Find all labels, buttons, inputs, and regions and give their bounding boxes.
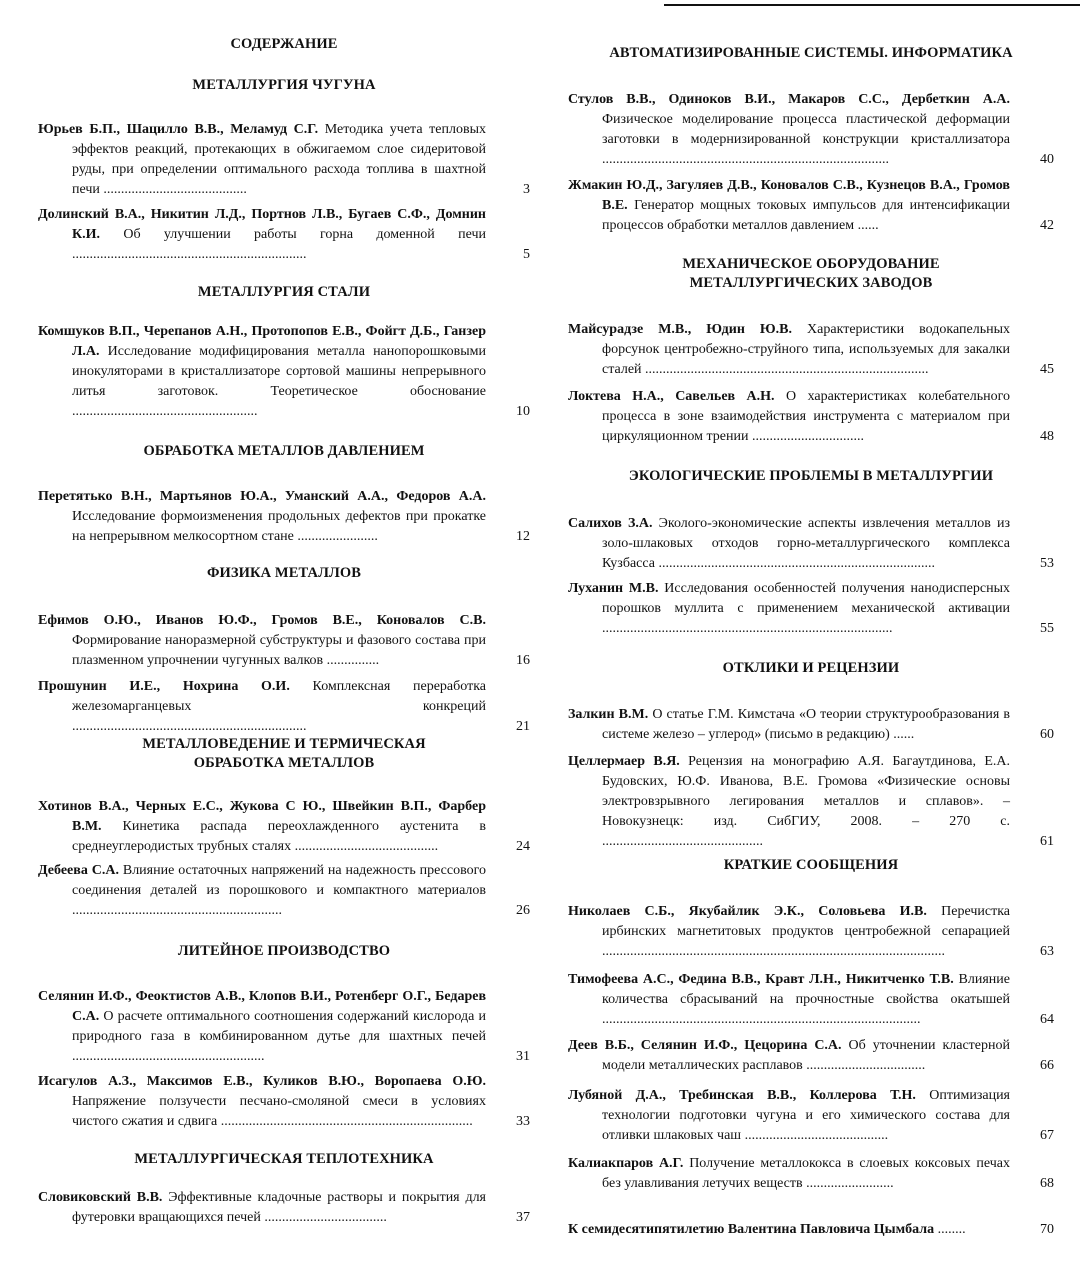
section-heading-line: ОБРАБОТКА МЕТАЛЛОВ <box>193 755 375 771</box>
entry-authors: Стулов В.В., Одиноков В.И., Макаров С.С., Дербеткин А.А. <box>568 92 1010 107</box>
entry-leader-dots: ......................................... <box>103 182 247 197</box>
heading-metallurgy-iron <box>38 76 530 95</box>
toc-entry <box>568 90 1054 170</box>
entry-authors: Ефимов О.Ю., Иванов Ю.Ф., Громов В.Е., Коновалов С.В. <box>38 613 486 628</box>
toc-entry <box>38 987 530 1067</box>
entry-authors: Деев В.Б., Селянин И.Ф., Цецорина С.А. <box>568 1038 842 1053</box>
entry-authors: Луханин М.В. <box>568 581 659 596</box>
heading-automation <box>568 44 1054 63</box>
section-heading-line: ОТКЛИКИ И РЕЦЕНЗИИ <box>722 660 900 676</box>
toc-entry <box>38 797 530 857</box>
entry-authors: Лубяной Д.А., Требинская В.В., Коллерова Т.Н. <box>568 1088 916 1103</box>
entry-page-number: 70 <box>1040 1222 1054 1237</box>
toc-entry <box>568 514 1054 574</box>
section-heading-line: ФИЗИКА МЕТАЛЛОВ <box>206 565 362 581</box>
entry-title: Влияние остаточных напряжений на надежность прессового соединения деталей из порошкового и компактного материалов <box>72 863 487 898</box>
entry-leader-dots: ................................................................... <box>72 719 307 734</box>
entry-title: Об улучшении работы горна доменной печи <box>100 227 486 242</box>
section-heading-line: КРАТКИЕ СООБЩЕНИЯ <box>723 857 899 873</box>
entry-page-number: 42 <box>1040 218 1054 233</box>
entry-leader-dots: ....................................................... <box>72 1049 265 1064</box>
entry-authors: Комшуков В.П., Черепанов А.Н., Протопопов Е.В., Фойгт Д.Б., Ганзер Л.А. <box>38 324 486 359</box>
toc-entry <box>568 1036 1054 1076</box>
entry-authors: Николаев С.Б., Якубайлик Э.К., Соловьева И.В. <box>568 904 927 919</box>
toc-entry <box>568 387 1054 447</box>
entry-title: Формирование наноразмерной субструктуры и фазового состава при плазменном упрочнении чугунных валков <box>72 633 486 668</box>
entry-authors: Калиакпаров А.Г. <box>568 1156 684 1171</box>
entry-leader-dots: ............... <box>326 653 380 668</box>
entry-title: Кинетика распада переохлажденного аустенита в среднеуглеродистых трубных сталях <box>72 819 486 854</box>
toc-entry <box>568 705 1054 745</box>
entry-title: Рецензия на монографию А.Я. Багаутдинова, Е.А. Будовских, Ю.Ф. Иванова, В.Е. Громова «Физические основы электровзрывного легирования металлов и сплавов». – Новокузнецк: изд. СибГИУ, 2008. – 270 с. <box>602 754 1010 829</box>
toc-entry <box>568 970 1054 1030</box>
entry-title: Исследования особенностей получения нанодисперсных порошков муллита с применением механической активации <box>602 581 1010 616</box>
heading-reviews <box>568 659 1054 678</box>
entry-title: О статье Г.М. Кимстача «О теории структурообразования в системе железо – углерод» (письмо в редакцию) <box>602 707 1010 742</box>
section-heading-line: ЭКОЛОГИЧЕСКИЕ ПРОБЛЕМЫ В МЕТАЛЛУРГИИ <box>628 468 994 484</box>
entry-authors: Хотинов В.А., Черных Е.С., Жукова С Ю., Швейкин В.П., Фарбер В.М. <box>38 799 486 834</box>
entry-page-number: 68 <box>1040 1176 1054 1191</box>
heading-short-reports <box>568 856 1054 875</box>
entry-title: Исследование формоизменения продольных дефектов при прокатке на непрерывном мелкосортном стане <box>72 509 486 544</box>
entry-page-number: 24 <box>516 839 530 854</box>
entry-page-number: 3 <box>523 182 530 197</box>
entry-leader-dots: ................................................................................. <box>645 362 929 377</box>
heading-physics-metals <box>38 564 530 583</box>
entry-authors: Салихов З.А. <box>568 516 653 531</box>
entry-leader-dots: ............................................................................... <box>658 556 935 571</box>
entry-title: Характеристики водокапельных форсунок центробежно-струйного типа, используемых для закалки сталей <box>602 322 1010 377</box>
heading-metallography <box>38 735 530 773</box>
entry-leader-dots: ...... <box>857 218 879 233</box>
entry-authors: Дебеева С.А. <box>38 863 119 878</box>
toc-entry <box>568 752 1054 852</box>
entry-leader-dots: ......................................... <box>744 1128 889 1143</box>
toc-entry <box>38 1188 530 1228</box>
section-heading-line: МЕТАЛЛУРГИЯ ЧУГУНА <box>192 77 376 93</box>
entry-leader-dots: ................................ <box>751 429 864 444</box>
entry-title: Эколого-экономические аспекты извлечения металлов из золо-шлаковых отходов горно-металлургического комплекса Кузбасса <box>602 516 1010 571</box>
entry-authors: Локтева Н.А., Савельев А.Н. <box>568 389 775 404</box>
section-heading-line: МЕТАЛЛУРГИЧЕСКАЯ ТЕПЛОТЕХНИКА <box>134 1151 434 1167</box>
toc-entry <box>38 205 530 265</box>
entry-leader-dots: ................................... <box>264 1210 387 1225</box>
entry-authors: Целлермаер В.Я. <box>568 754 680 769</box>
entry-leader-dots: ....................... <box>297 529 378 544</box>
toc-entry <box>38 322 530 422</box>
entry-page-number: 26 <box>516 903 530 918</box>
section-heading-line: МЕТАЛЛУРГИЧЕСКИХ ЗАВОДОВ <box>689 275 933 291</box>
entry-page-number: 5 <box>523 247 530 262</box>
entry-page-number: 12 <box>516 529 530 544</box>
entry-authors: К семидесятипятилетию Валентина Павловича Цымбала <box>568 1222 935 1237</box>
entry-page-number: 61 <box>1040 834 1054 849</box>
entry-page-number: 48 <box>1040 429 1054 444</box>
section-heading-line: АВТОМАТИЗИРОВАННЫЕ СИСТЕМЫ. ИНФОРМАТИКА <box>609 45 1013 61</box>
entry-title: Генератор мощных токовых импульсов для интенсификации процессов обработки металлов давлением <box>602 198 1010 233</box>
entry-leader-dots: ......................... <box>806 1176 894 1191</box>
toc-entry <box>38 1072 530 1132</box>
entry-authors: Перетятько В.Н., Мартьянов Ю.А., Уманский А.А., Федоров А.А. <box>38 489 486 504</box>
entry-leader-dots: .............................................. <box>602 834 763 849</box>
entry-authors: Юрьев Б.П., Шацилло В.В., Меламуд С.Г. <box>38 122 319 137</box>
entry-page-number: 33 <box>516 1114 530 1129</box>
entry-title: Методика учета тепловых эффектов реакций, протекающих в обжигаемом слое сидеритовой руды, при определении оптимального расхода топлива в шахтной печи <box>72 122 486 197</box>
entry-leader-dots: ..................................................... <box>72 404 258 419</box>
entry-authors: Словиковский В.В. <box>38 1190 163 1205</box>
toc-entry <box>568 176 1054 236</box>
heading-metal-forming <box>38 442 530 461</box>
section-heading-line: ОБРАБОТКА МЕТАЛЛОВ ДАВЛЕНИЕМ <box>143 443 425 459</box>
section-heading-line: МЕТАЛЛОВЕДЕНИЕ И ТЕРМИЧЕСКАЯ <box>142 736 426 752</box>
entry-title: О характеристиках колебательного процесса в зоне взаимодействия инструмента с материалом при циркуляционном трении <box>602 389 1010 444</box>
entry-leader-dots: .................................. <box>806 1058 926 1073</box>
toc-entry <box>568 579 1054 639</box>
entry-title: О расчете оптимального соотношения содержаний кислорода и природного газа в комбинированном дутье для шахтных печей <box>72 1009 486 1044</box>
entry-authors: Прошунин И.Е., Нохрина О.И. <box>38 679 290 694</box>
entry-title: Комплексная переработка железомарганцевых конкреций <box>72 679 486 714</box>
toc-entry <box>568 1086 1054 1146</box>
entry-title: Об уточнении кластерной модели металлических расплавов <box>602 1038 1010 1073</box>
entry-page-number: 21 <box>516 719 530 734</box>
section-heading-line: ЛИТЕЙНОЕ ПРОИЗВОДСТВО <box>177 943 391 959</box>
entry-leader-dots: ......................................... <box>294 839 439 854</box>
toc-entry <box>38 861 530 921</box>
entry-page-number: 64 <box>1040 1012 1054 1027</box>
entry-leader-dots: ...... <box>893 727 915 742</box>
entry-leader-dots: ................................................................... <box>72 247 307 262</box>
entry-title: Физическое моделирование процесса пластической деформации заготовки в модернизированной конструкции кристаллизатора <box>602 112 1010 147</box>
entry-authors: Залкин В.М. <box>568 707 649 722</box>
toc-entry <box>38 120 530 200</box>
entry-authors: Исагулов А.З., Максимов Е.В., Куликов В.Ю., Воропаева О.Ю. <box>38 1074 486 1089</box>
toc-entry <box>568 1220 1054 1240</box>
entry-page-number: 31 <box>516 1049 530 1064</box>
heading-contents <box>38 35 530 54</box>
heading-ecology <box>568 467 1054 486</box>
entry-title: Влияние количества сбрасываний на прочностные свойства окатышей <box>602 972 1010 1007</box>
entry-authors: Селянин И.Ф., Феоктистов А.В., Клопов В.И., Ротенберг О.Г., Бедарев С.А. <box>38 989 486 1024</box>
entry-leader-dots: ................................................................................... <box>602 621 893 636</box>
entry-page-number: 53 <box>1040 556 1054 571</box>
entry-page-number: 40 <box>1040 152 1054 167</box>
entry-leader-dots: ........................................................................................... <box>602 1012 921 1027</box>
entry-leader-dots: .................................................................................................. <box>602 944 945 959</box>
entry-authors: Долинский В.А., Никитин Л.Д., Портнов Л.В., Бугаев С.Ф., Домнин К.И. <box>38 207 486 242</box>
entry-page-number: 45 <box>1040 362 1054 377</box>
entry-authors: Майсурадзе М.В., Юдин Ю.В. <box>568 322 793 337</box>
top-rule <box>664 4 1080 6</box>
entry-page-number: 37 <box>516 1210 530 1225</box>
section-heading-line: СОДЕРЖАНИЕ <box>230 36 338 52</box>
heading-metallurgy-steel <box>38 283 530 302</box>
entry-authors: Жмакин Ю.Д., Загуляев Д.В., Коновалов С.В., Кузнецов В.А., Громов В.Е. <box>568 178 1010 213</box>
entry-title: Получение металлококса в слоевых коксовых печах без улавливания летучих веществ <box>602 1156 1010 1191</box>
heading-foundry <box>38 942 530 961</box>
section-heading-line: МЕХАНИЧЕСКОЕ ОБОРУДОВАНИЕ <box>682 256 940 272</box>
entry-title: Эффективные кладочные растворы и покрытия для футеровки вращающихся печей <box>72 1190 486 1225</box>
entry-title: Оптимизация технологии подготовки чугуна и его химического состава для отливки шлаковых чаш <box>602 1088 1011 1143</box>
section-heading-line: МЕТАЛЛУРГИЯ СТАЛИ <box>197 284 371 300</box>
entry-leader-dots: ........................................................................ <box>220 1114 473 1129</box>
entry-page-number: 63 <box>1040 944 1054 959</box>
entry-title: Перечистка ирбинских магнетитовых продуктов центробежной сепарацией <box>602 904 1010 939</box>
toc-entry <box>568 1154 1054 1194</box>
entry-authors: Тимофеева А.С., Федина В.В., Кравт Л.Н., Никитченко Т.В. <box>568 972 954 987</box>
toc-entry <box>38 677 530 737</box>
toc-entry <box>38 611 530 671</box>
entry-page-number: 10 <box>516 404 530 419</box>
heading-mechanical-equipment <box>568 255 1054 293</box>
entry-leader-dots: .................................................................................. <box>602 152 889 167</box>
toc-entry <box>38 487 530 547</box>
entry-page-number: 66 <box>1040 1058 1054 1073</box>
entry-page-number: 55 <box>1040 621 1054 636</box>
entry-page-number: 67 <box>1040 1128 1054 1143</box>
heading-heat-engineering <box>38 1150 530 1169</box>
entry-leader-dots: ........ <box>937 1222 966 1237</box>
entry-page-number: 60 <box>1040 727 1054 742</box>
toc-entry <box>568 320 1054 380</box>
entry-title: Напряжение ползучести песчано-смоляной смеси в условиях чистого сжатия и сдвига <box>72 1094 486 1129</box>
toc-entry <box>568 902 1054 962</box>
entry-page-number: 16 <box>516 653 530 668</box>
entry-leader-dots: ............................................................ <box>72 903 282 918</box>
entry-title: Исследование модифицирования металла нанопорошковыми инокуляторами в кристаллизаторе сортовой машины непрерывного литья заготовок. Теоретическое обоснование <box>72 344 486 399</box>
